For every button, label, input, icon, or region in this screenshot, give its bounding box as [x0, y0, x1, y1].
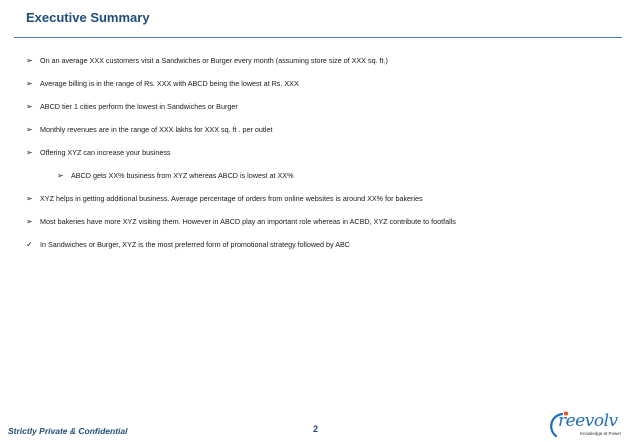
- bullet-text: On an average XXX customers visit a Sandwiches or Burger every month (assuming store size of XXX sq. ft.): [40, 56, 388, 65]
- bullet-item: [26, 102, 238, 111]
- page-title: Executive Summary: [26, 10, 150, 25]
- bullet-text: XYZ helps in getting additional business. Average percentage of orders from online websites is around XX% for bakeries: [40, 194, 423, 203]
- arrow-bullet-icon: ➢: [26, 56, 33, 65]
- title-divider: [14, 37, 622, 38]
- bullet-text: Average billing is in the range of Rs. XXX with ABCD being the lowest at Rs. XXX: [40, 79, 299, 88]
- bullet-item: [26, 125, 273, 134]
- arrow-bullet-icon: ➢: [26, 148, 33, 157]
- checkmark-bullet-icon: ✓: [26, 240, 33, 249]
- bullet-text: In Sandwiches or Burger, XYZ is the most preferred form of promotional strategy followed by ABC: [40, 240, 351, 249]
- arrow-bullet-icon: ➢: [57, 171, 64, 180]
- arrow-bullet-icon: ➢: [26, 102, 33, 111]
- page-number: 2: [313, 424, 319, 434]
- logo-wordmark: reevolv: [558, 411, 618, 431]
- bullet-item: [26, 79, 299, 88]
- logo-tagline: Knowledge at Power: [580, 431, 622, 436]
- arrow-bullet-icon: ➢: [26, 217, 33, 226]
- bullet-item: [26, 56, 388, 65]
- bullet-text: ABCD tier 1 cities perform the lowest in Sandwiches or Burger: [40, 102, 238, 111]
- bullet-item: [26, 240, 350, 249]
- bullet-item: [26, 148, 171, 157]
- bullet-item: [26, 194, 423, 203]
- arrow-bullet-icon: ➢: [26, 79, 33, 88]
- company-logo: [546, 410, 632, 440]
- bullet-text: Monthly revenues are in the range of XXX lakhs for XXX sq. ft . per outlet: [40, 125, 273, 134]
- bullet-text: Offering XYZ can increase your business: [40, 148, 171, 157]
- bullet-item: [26, 217, 456, 226]
- confidential-note: Strictly Private & Confidential: [8, 426, 128, 436]
- arrow-bullet-icon: ➢: [26, 125, 33, 134]
- bullet-text: ABCD gets XX% business from XYZ whereas ABCD is lowest at XX%: [71, 171, 294, 180]
- sub-bullet-item: [57, 171, 294, 180]
- bullet-text: Most bakeries have more XYZ visiting them. However in ABCD play an important role whereas in ACBD, XYZ contribute to footfalls: [40, 217, 456, 226]
- arrow-bullet-icon: ➢: [26, 194, 33, 203]
